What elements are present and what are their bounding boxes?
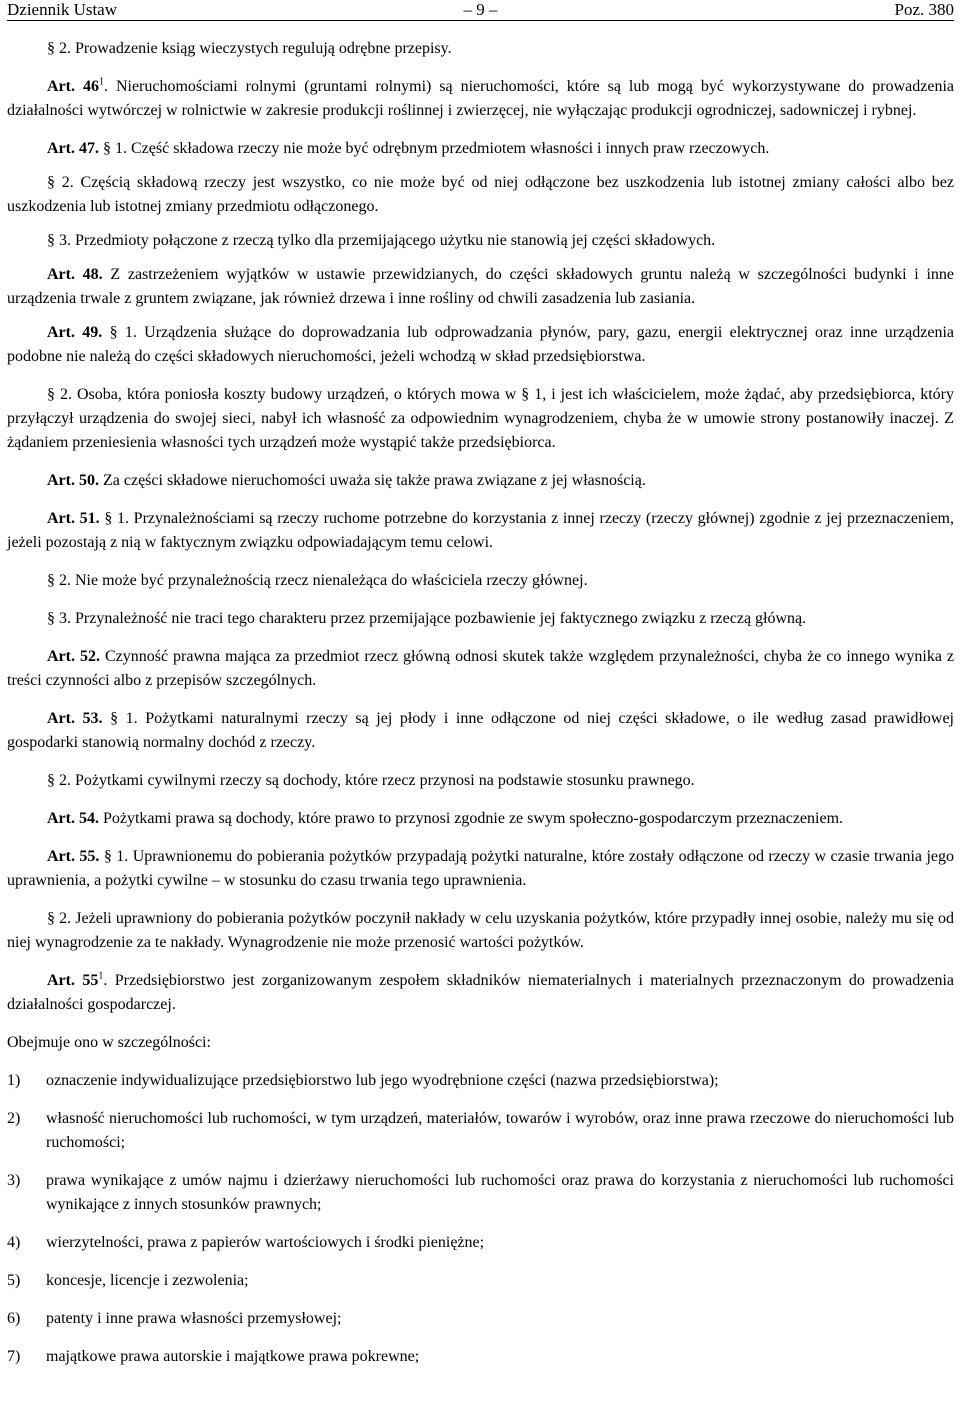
article-number: Art. 48.: [47, 266, 103, 283]
article-47: Art. 47. § 1. Część składowa rzeczy nie może być odrębnym przedmiotem własności i innych praw rzeczowych.: [47, 140, 770, 157]
paragraph: § 2. Jeżeli uprawniony do pobierania pożytków poczynił nakłady w celu uzyskania pożytków, które przypadły innej osobie, należy mu się od niej wynagrodzenie za te nakłady. Wynagrodzenie nie może przenosić wartości pożytków.: [7, 910, 954, 951]
article-54: Art. 54. Pożytkami prawa są dochody, które prawo to przynosi zgodnie ze swym społeczno-gospodarczym przeznaczeniem.: [47, 810, 844, 827]
enumeration-list: [7, 1069, 954, 1369]
article-number: Art. 49.: [47, 324, 103, 341]
list-item: 5) koncesje, licencje i zezwolenia;: [7, 1272, 249, 1289]
page-number: – 9 –: [463, 0, 498, 19]
position-number: Poz. 380: [894, 0, 954, 19]
document-body: [7, 37, 954, 1369]
paragraph: § 3. Przedmioty połączone z rzeczą tylko dla przemijającego użytku nie stanowią jej części składowych.: [47, 232, 716, 249]
paragraph: § 2. Nie może być przynależnością rzecz nienależąca do właściciela rzeczy głównej.: [47, 572, 588, 589]
journal-title: Dziennik Ustaw: [7, 0, 118, 19]
article-number: Art. 51.: [47, 510, 100, 527]
article-53: Art. 53. § 1. Pożytkami naturalnymi rzeczy są jej płody i inne odłączone od niej części składowe, o ile według zasad prawidłowej gospodarki stanowią normalny dochód z rzeczy.: [7, 710, 954, 751]
list-item: 4) wierzytelności, prawa z papierów wartościowych i środki pieniężne;: [7, 1234, 485, 1251]
list-intro: Obejmuje ono w szczególności:: [7, 1034, 211, 1051]
paragraph: § 2. Prowadzenie ksiąg wieczystych regulują odrębne przepisy.: [47, 40, 452, 57]
article-46-1: Art. $46^1$. Nieruchomościami rolnymi (gruntami rolnymi) są nieruchomości, które są lub mogą być wykorzystywane do prowadzenia działalności wytwórczej w rolnictwie w zakresie produkcji roślinnej i zwierzęcej, nie wyłączając produkcji ogrodniczej, sadowniczej i rybnej.: [7, 76, 955, 119]
paragraph: § 2. Osoba, która poniosła koszty budowy urządzeń, o których mowa w § 1, i jest ich właścicielem, może żądać, aby przedsiębiorca, który przyłączył urządzenia do swojej sieci, nabył ich własność za odpowiednim wynagrodzeniem, chyba że w umowie strony postanowiły inaczej. Z żądaniem przeniesienia własności tych urządzeń może wystąpić także przedsiębiorca.: [7, 386, 954, 451]
article-55: Art. 55. § 1. Uprawnionemu do pobierania pożytków przypadają pożytki naturalne, które zostały odłączone od rzeczy w czasie trwania jego uprawnienia, a pożytki cywilne – w stosunku do czasu trwania tego uprawnienia.: [7, 848, 954, 889]
article-number: Art. 52.: [47, 648, 100, 665]
article-number: Art. 50.: [47, 472, 99, 489]
article-number: Art. 46: [47, 78, 99, 95]
article-number: Art. 54.: [47, 810, 99, 827]
article-52: Art. 52. Czynność prawna mająca za przedmiot rzecz główną odnosi skutek także względem przynależności, chyba że co innego wynika z treści czynności albo z przepisów szczególnych.: [7, 648, 955, 689]
list-item: 7) majątkowe prawa autorskie i majątkowe prawa pokrewne;: [7, 1348, 420, 1365]
article-51: Art. 51. § 1. Przynależnościami są rzeczy ruchome potrzebne do korzystania z innej rzeczy (rzeczy głównej) zgodnie z jej przeznaczeniem, jeżeli pozostają z nią w faktycznym związku odpowiadającym temu celowi.: [7, 510, 954, 551]
paragraph: § 3. Przynależność nie traci tego charakteru przez przemijające pozbawienie jej faktycznego związku z rzeczą główną.: [47, 610, 807, 627]
list-item: 2) własność nieruchomości lub ruchomości, w tym urządzeń, materiałów, towarów i wyrobów, oraz inne prawa rzeczowe do nieruchomości lub ruchomości;: [7, 1110, 954, 1151]
list-item: 6) patenty i inne prawa własności przemysłowej;: [7, 1310, 342, 1327]
article-49: Art. 49. § 1. Urządzenia służące do doprowadzania lub odprowadzania płynów, pary, gazu, energii elektrycznej oraz inne urządzenia podobne nie należą do części składowych nieruchomości, jeżeli wchodzą w skład przedsiębiorstwa.: [7, 324, 955, 365]
paragraph: § 2. Częścią składową rzeczy jest wszystko, co nie może być od niej odłączone bez uszkodzenia lub istotnej zmiany całości albo bez uszkodzenia lub istotnej zmiany przedmiotu odłączonego.: [7, 174, 954, 215]
article-48: Art. 48. Z zastrzeżeniem wyjątków w ustawie przewidzianych, do części składowych gruntu należą w szczególności budynki i inne urządzenia trwale z gruntem związane, jak również drzewa i inne rośliny od chwili zasadzenia lub zasiania.: [7, 266, 954, 307]
article-55-1: Art. $55^1$. Przedsiębiorstwo jest zorganizowanym zespołem składników niematerialnych i materialnych przeznaczonym do prowadzenia działalności gospodarczej.: [7, 970, 955, 1013]
article-number: Art. 47.: [47, 140, 99, 157]
page-header: [7, 0, 954, 21]
list-item: 1) oznaczenie indywidualizujące przedsiębiorstwo lub jego wyodrębnione części (nazwa przedsiębiorstwa);: [7, 1072, 719, 1089]
list-item: 3) prawa wynikające z umów najmu i dzierżawy nieruchomości lub ruchomości oraz prawa do korzystania z nieruchomości lub ruchomości wynikające z innych stosunków prawnych;: [7, 1172, 954, 1213]
paragraph: § 2. Pożytkami cywilnymi rzeczy są dochody, które rzecz przynosi na podstawie stosunku prawnego.: [47, 772, 695, 789]
article-50: Art. 50. Za części składowe nieruchomości uważa się także prawa związane z jej własnością.: [47, 472, 646, 489]
article-number: Art. 55.: [47, 848, 100, 865]
article-number: Art. 55: [47, 972, 99, 989]
article-number: Art. 53.: [47, 710, 103, 727]
